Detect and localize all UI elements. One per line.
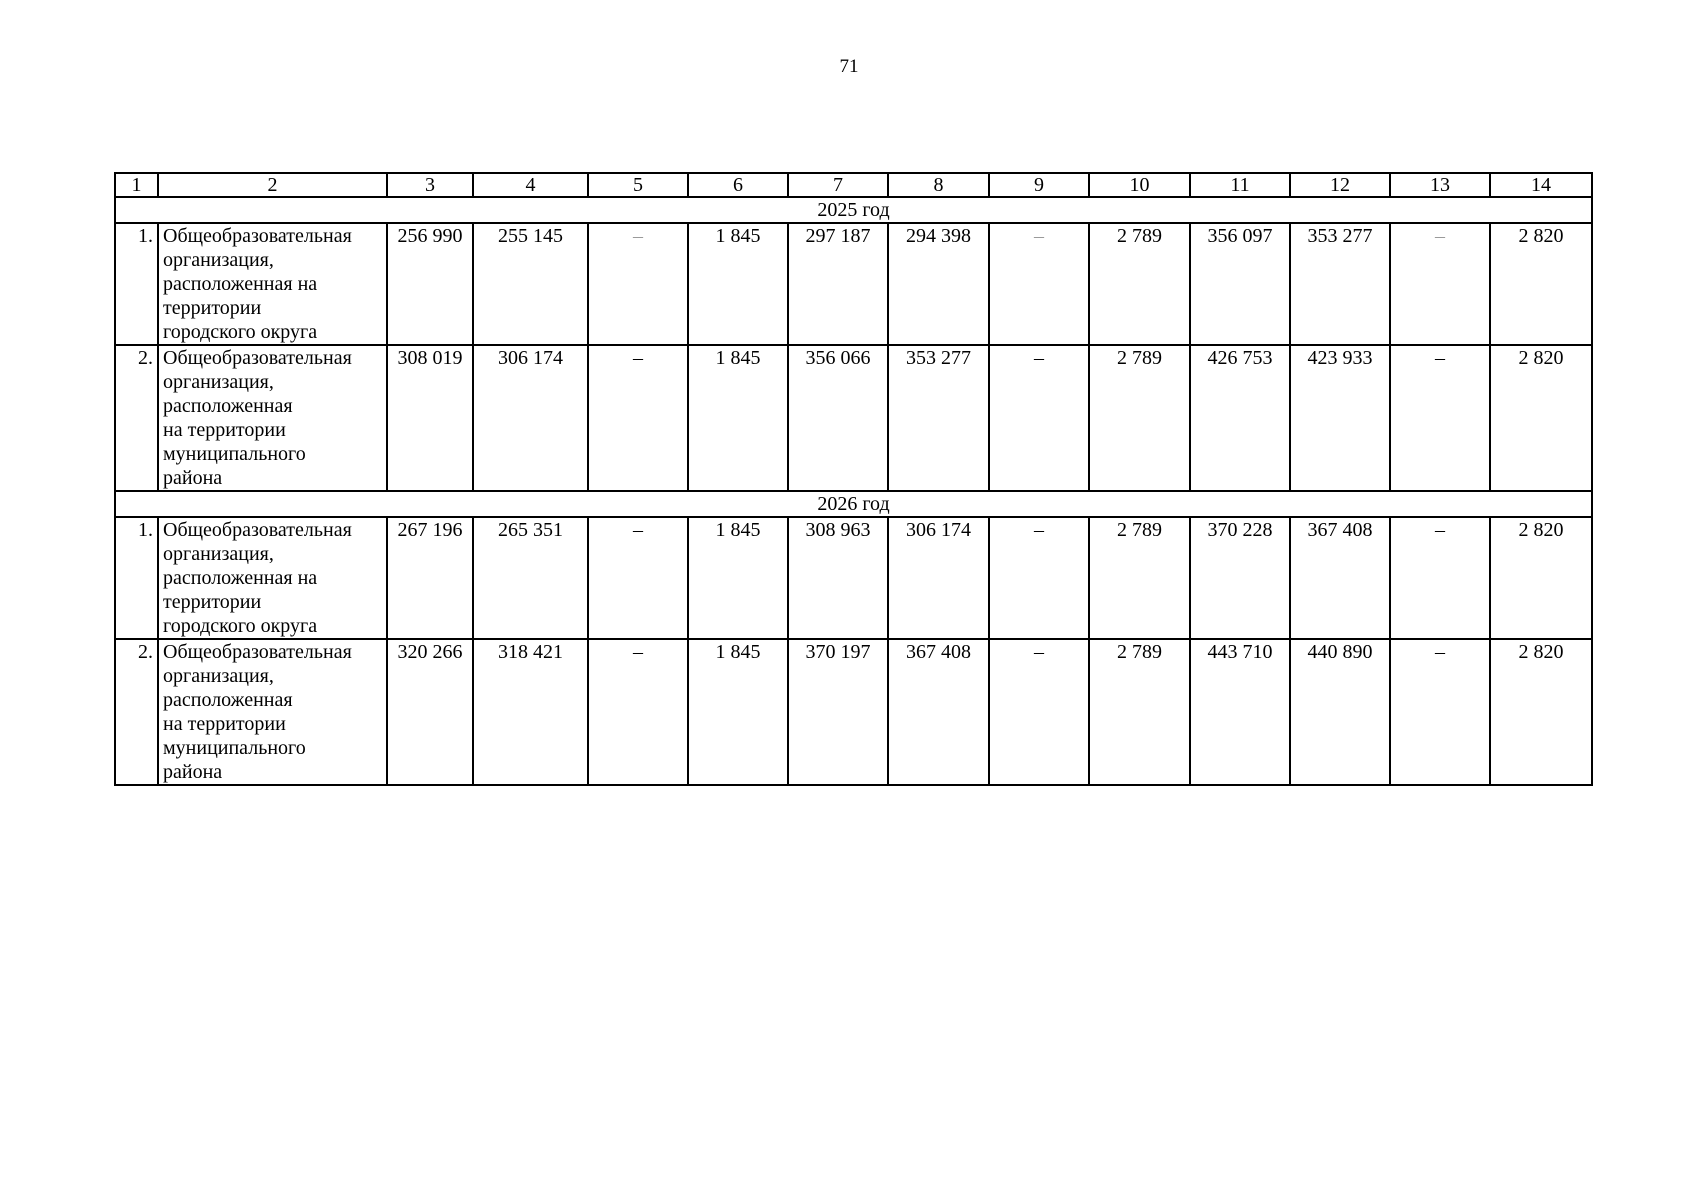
value-cell: 356 066 bbox=[788, 345, 888, 491]
value-cell: – bbox=[588, 639, 688, 785]
value-cell: 308 963 bbox=[788, 517, 888, 639]
organization-name: Общеобразовательная организация, расположенная на территории муниципального района bbox=[158, 639, 387, 785]
page-number: 71 bbox=[839, 56, 859, 77]
value-cell: – bbox=[989, 639, 1089, 785]
value-cell: 1 845 bbox=[688, 223, 788, 345]
year-row bbox=[115, 197, 1592, 223]
year-row bbox=[115, 491, 1592, 517]
value-cell: 370 197 bbox=[788, 639, 888, 785]
row-index: 1. bbox=[115, 223, 158, 345]
column-header: 11 bbox=[1190, 173, 1290, 197]
value-cell: – bbox=[1390, 345, 1490, 491]
year-heading: 2026 год bbox=[115, 491, 1592, 517]
column-header: 3 bbox=[387, 173, 473, 197]
table-row bbox=[115, 639, 1592, 785]
row-index: 2. bbox=[115, 345, 158, 491]
data-table bbox=[114, 172, 1593, 786]
value-cell: 353 277 bbox=[888, 345, 989, 491]
value-cell: 2 820 bbox=[1490, 345, 1592, 491]
value-cell: – bbox=[588, 223, 688, 345]
organization-name: Общеобразовательная организация, расположенная на территории городского округа bbox=[158, 223, 387, 345]
column-header: 5 bbox=[588, 173, 688, 197]
value-cell: 2 789 bbox=[1089, 639, 1190, 785]
value-cell: 265 351 bbox=[473, 517, 588, 639]
table-row bbox=[115, 223, 1592, 345]
value-cell: 2 820 bbox=[1490, 639, 1592, 785]
value-cell: 2 820 bbox=[1490, 517, 1592, 639]
value-cell: 356 097 bbox=[1190, 223, 1290, 345]
value-cell: 308 019 bbox=[387, 345, 473, 491]
value-cell: 443 710 bbox=[1190, 639, 1290, 785]
value-cell: 297 187 bbox=[788, 223, 888, 345]
column-header: 7 bbox=[788, 173, 888, 197]
value-cell: 423 933 bbox=[1290, 345, 1390, 491]
row-index: 1. bbox=[115, 517, 158, 639]
column-header: 2 bbox=[158, 173, 387, 197]
value-cell: 255 145 bbox=[473, 223, 588, 345]
value-cell: 294 398 bbox=[888, 223, 989, 345]
value-cell: 2 789 bbox=[1089, 345, 1190, 491]
value-cell: 353 277 bbox=[1290, 223, 1390, 345]
value-cell: – bbox=[588, 517, 688, 639]
value-cell: 2 789 bbox=[1089, 223, 1190, 345]
value-cell: 2 789 bbox=[1089, 517, 1190, 639]
value-cell: 1 845 bbox=[688, 345, 788, 491]
value-cell: 1 845 bbox=[688, 517, 788, 639]
value-cell: 320 266 bbox=[387, 639, 473, 785]
column-number-row bbox=[115, 173, 1592, 197]
value-cell: – bbox=[989, 517, 1089, 639]
value-cell: 440 890 bbox=[1290, 639, 1390, 785]
column-header: 8 bbox=[888, 173, 989, 197]
organization-name: Общеобразовательная организация, расположенная на территории муниципального района bbox=[158, 345, 387, 491]
value-cell: – bbox=[989, 345, 1089, 491]
column-header: 14 bbox=[1490, 173, 1592, 197]
value-cell: – bbox=[588, 345, 688, 491]
value-cell: 306 174 bbox=[888, 517, 989, 639]
table-row bbox=[115, 517, 1592, 639]
column-header: 1 bbox=[115, 173, 158, 197]
column-header: 12 bbox=[1290, 173, 1390, 197]
value-cell: 370 228 bbox=[1190, 517, 1290, 639]
value-cell: 367 408 bbox=[1290, 517, 1390, 639]
column-header: 6 bbox=[688, 173, 788, 197]
column-header: 13 bbox=[1390, 173, 1490, 197]
value-cell: – bbox=[989, 223, 1089, 345]
table-row bbox=[115, 345, 1592, 491]
column-header: 9 bbox=[989, 173, 1089, 197]
column-header: 4 bbox=[473, 173, 588, 197]
value-cell: – bbox=[1390, 639, 1490, 785]
value-cell: 1 845 bbox=[688, 639, 788, 785]
value-cell: 426 753 bbox=[1190, 345, 1290, 491]
row-index: 2. bbox=[115, 639, 158, 785]
year-heading: 2025 год bbox=[115, 197, 1592, 223]
value-cell: – bbox=[1390, 223, 1490, 345]
value-cell: 367 408 bbox=[888, 639, 989, 785]
value-cell: 318 421 bbox=[473, 639, 588, 785]
value-cell: 267 196 bbox=[387, 517, 473, 639]
value-cell: 256 990 bbox=[387, 223, 473, 345]
value-cell: 2 820 bbox=[1490, 223, 1592, 345]
value-cell: 306 174 bbox=[473, 345, 588, 491]
value-cell: – bbox=[1390, 517, 1490, 639]
organization-name: Общеобразовательная организация, расположенная на территории городского округа bbox=[158, 517, 387, 639]
column-header: 10 bbox=[1089, 173, 1190, 197]
